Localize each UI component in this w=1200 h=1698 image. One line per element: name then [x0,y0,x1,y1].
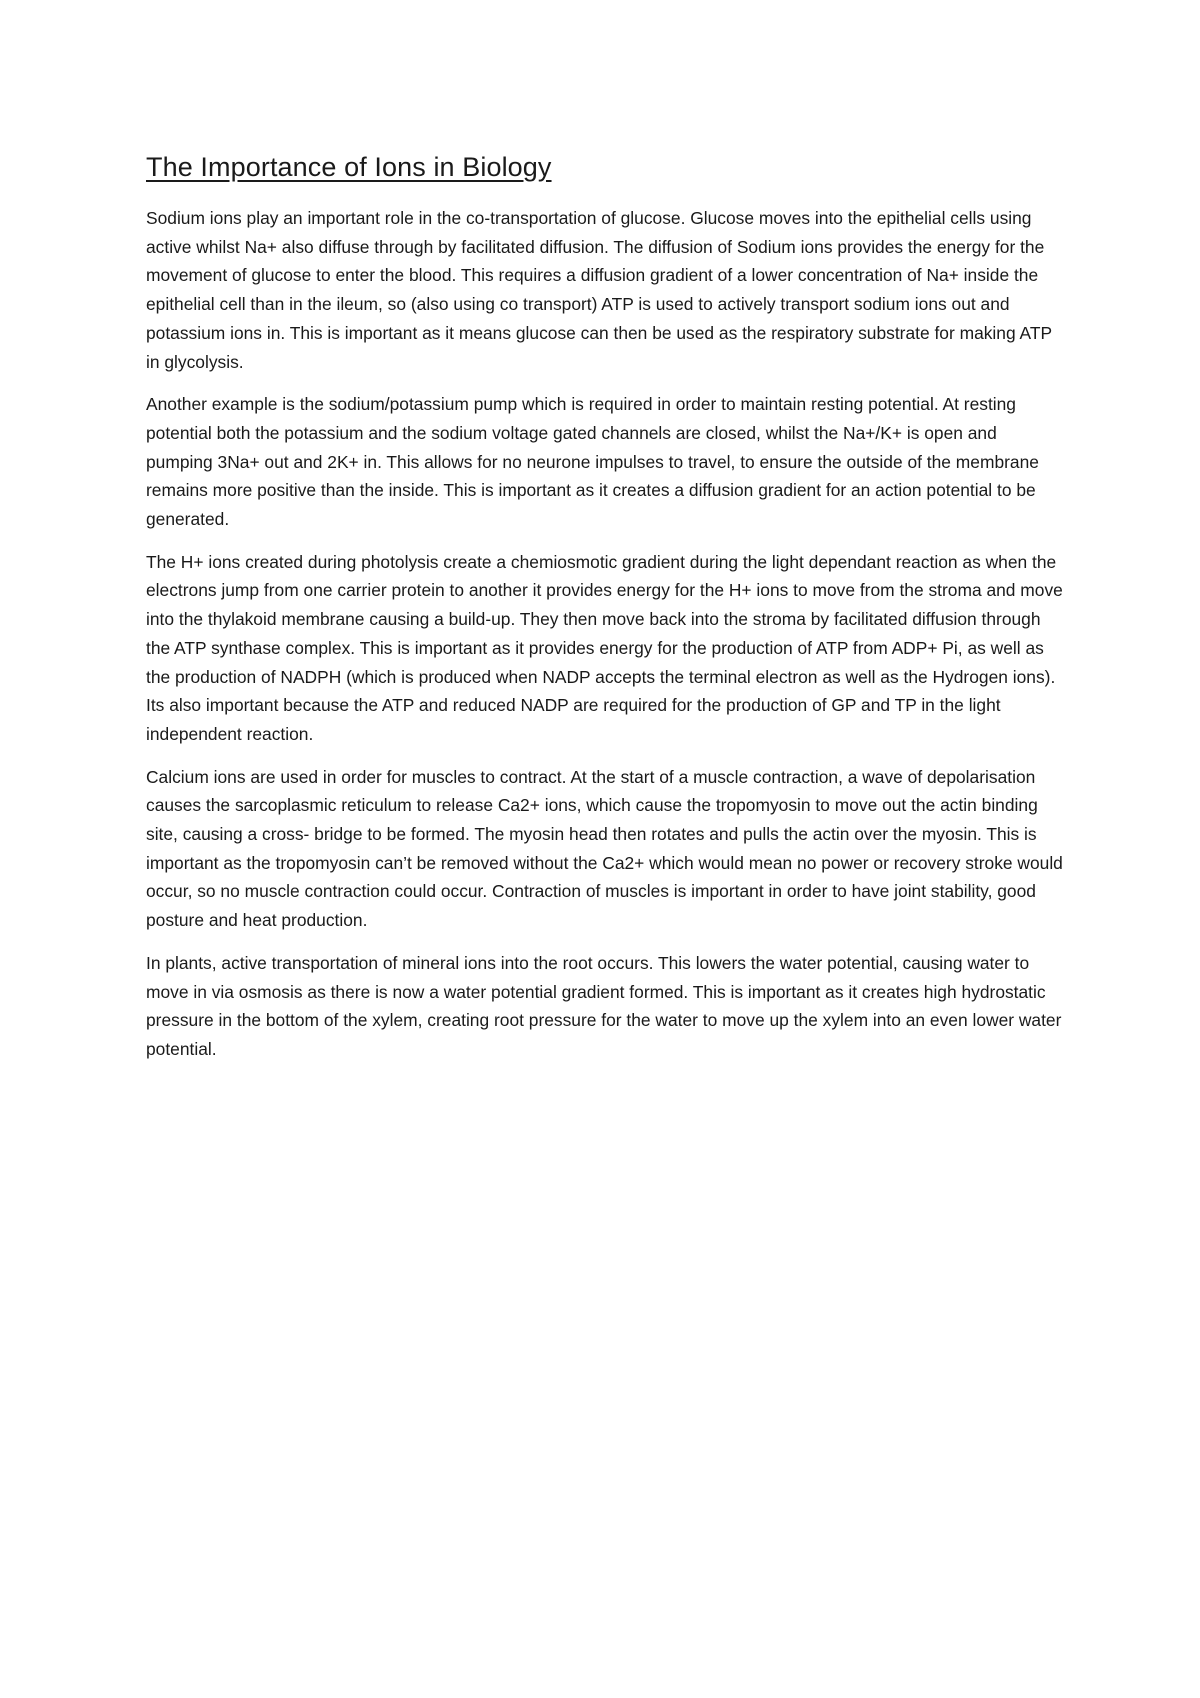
document-title: The Importance of Ions in Biology [146,152,552,182]
document-page [146,150,1066,1078]
paragraph-sodium-potassium-pump: Another example is the sodium/potassium pump which is required in order to maintain resting potential. At resting potential both the potassium and the sodium voltage gated channels are closed, whilst the Na+/K+ is open and pumping 3Na+ out and 2K+ in. This allows for no neurone impulses to travel, to ensure the outside of the membrane remains more positive than the inside. This is important as it creates a diffusion gradient for an action potential to be generated. [146,394,1039,530]
paragraph-calcium-ions-muscle: Calcium ions are used in order for muscles to contract. At the start of a muscle contraction, a wave of depolarisation causes the sarcoplasmic reticulum to release Ca2+ ions, which cause the tropomyosin to move out the actin binding site, causing a cross- bridge to be formed. The myosin head then rotates and pulls the actin over the myosin. This is important as the tropomyosin can’t be removed without the Ca2+ which would mean no power or recovery stroke would occur, so no muscle contraction could occur. Contraction of muscles is important in order to have joint stability, good posture and heat production. [146,766,1063,931]
paragraph-hydrogen-ions-photolysis: The H+ ions created during photolysis create a chemiosmotic gradient during the light dependant reaction as when the electrons jump from one carrier protein to another it provides energy for the H+ ions to move from the stroma and move into the thylakoid membrane causing a build-up. They then move back into the stroma by facilitated diffusion through the ATP synthase complex. This is important as it provides energy for the production of ATP from ADP+ Pi, as well as the production of NADPH (which is produced when NADP accepts the terminal electron as well as the Hydrogen ions). Its also important because the ATP and reduced NADP are required for the production of GP and TP in the light independent reaction. [146,551,1063,744]
paragraph-mineral-ions-plants: In plants, active transportation of mineral ions into the root occurs. This lowers the water potential, causing water to move in via osmosis as there is now a water potential gradient formed. This is important as it creates high hydrostatic pressure in the bottom of the xylem, creating root pressure for the water to move up the xylem into an even lower water potential. [146,952,1062,1059]
paragraph-sodium-cotransport: Sodium ions play an important role in the co-transportation of glucose. Glucose moves into the epithelial cells using active whilst Na+ also diffuse through by facilitated diffusion. The diffusion of Sodium ions provides the energy for the movement of glucose to enter the blood. This requires a diffusion gradient of a lower concentration of Na+ inside the epithelial cell than in the ileum, so (also using co transport) ATP is used to actively transport sodium ions out and potassium ions in. This is important as it means glucose can then be used as the respiratory substrate for making ATP in glycolysis. [146,208,1052,372]
